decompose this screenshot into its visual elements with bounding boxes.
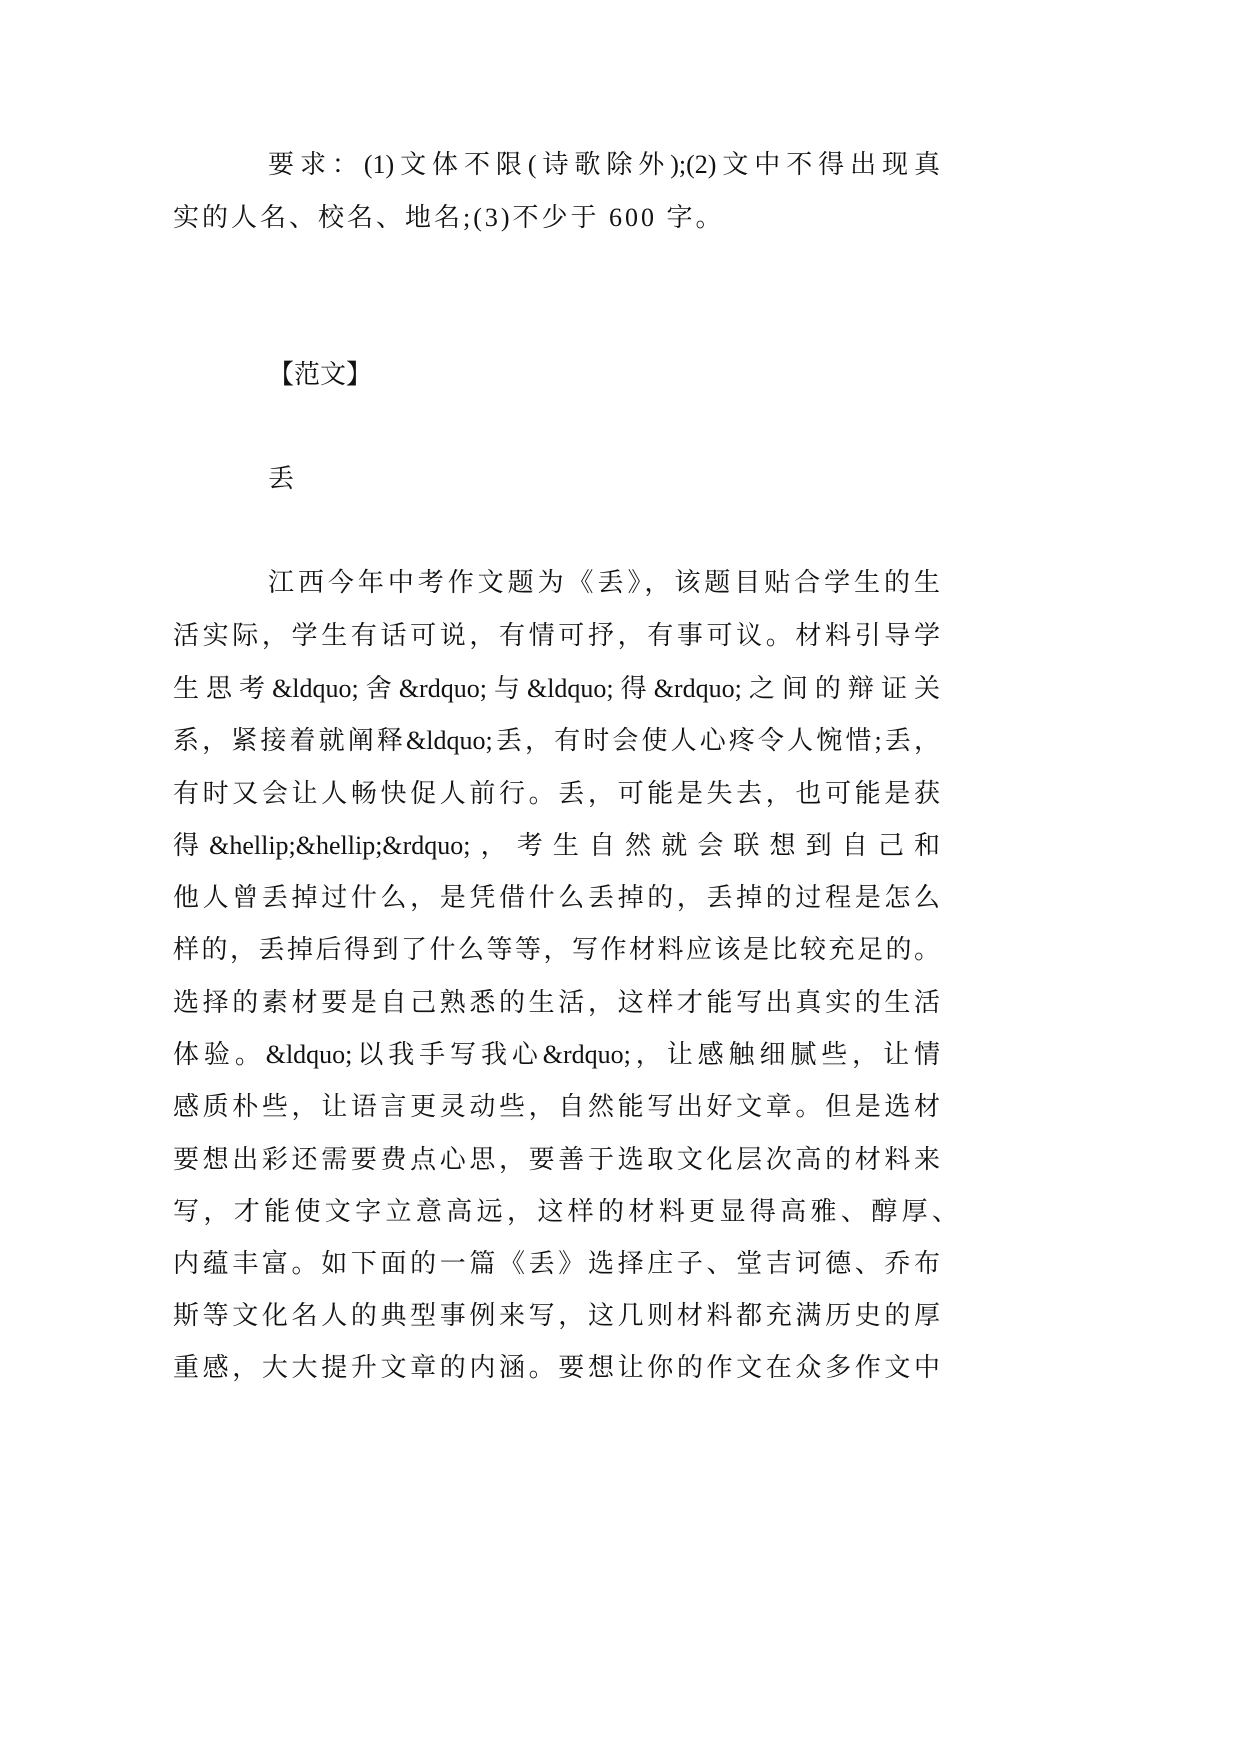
commentary-line: 要想出彩还需要费点心思，要善于选取文化层次高的材料来 <box>173 1145 940 1174</box>
commentary-line: 生思考&ldquo;舍&rdquo;与&ldquo;得&rdquo;之间的辩证关 <box>173 674 940 703</box>
essay-title: 丢 <box>268 464 298 493</box>
commentary-line: 江西今年中考作文题为《丢》，该题目贴合学生的生 <box>268 568 940 597</box>
commentary-line: 得&hellip;&hellip;&rdquo;，考生自然就会联想到自己和 <box>173 831 940 860</box>
commentary-line: 内蕴丰富。如下面的一篇《丢》选择庄子、堂吉诃德、乔布 <box>173 1249 940 1278</box>
section-heading: 【范文】 <box>268 360 373 389</box>
commentary-line: 体验。&ldquo;以我手写我心&rdquo;，让感触细腻些，让情 <box>173 1040 940 1069</box>
commentary-line: 感质朴些，让语言更灵动些，自然能写出好文章。但是选材 <box>173 1092 940 1121</box>
commentary-line: 样的，丢掉后得到了什么等等，写作材料应该是比较充足的。 <box>173 935 940 964</box>
requirement-line: 实的人名、校名、地名;(3)不少于 600 字。 <box>173 203 725 232</box>
commentary-line: 活实际，学生有话可说，有情可抒，有事可议。材料引导学 <box>173 621 940 650</box>
commentary-line: 重感，大大提升文章的内涵。要想让你的作文在众多作文中 <box>173 1353 940 1382</box>
commentary-line: 斯等文化名人的典型事例来写，这几则材料都充满历史的厚 <box>173 1301 940 1330</box>
requirement-line: 要求：(1)文体不限(诗歌除外);(2)文中不得出现真 <box>268 150 940 179</box>
commentary-line: 他人曾丢掉过什么，是凭借什么丢掉的，丢掉的过程是怎么 <box>173 883 940 912</box>
commentary-line: 有时又会让人畅快促人前行。丢，可能是失去，也可能是获 <box>173 779 940 808</box>
commentary-line: 选择的素材要是自己熟悉的生活，这样才能写出真实的生活 <box>173 988 940 1017</box>
commentary-line: 系，紧接着就阐释&ldquo;丢，有时会使人心疼令人惋惜;丢， <box>173 726 940 755</box>
commentary-line: 写，才能使文字立意高远，这样的材料更显得高雅、醇厚、 <box>173 1197 958 1226</box>
